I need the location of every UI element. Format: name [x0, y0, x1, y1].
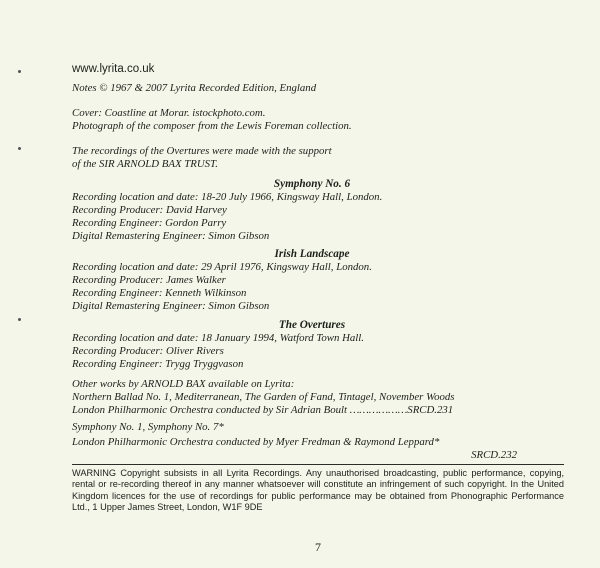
- section-line: Digital Remastering Engineer: Simon Gibson: [72, 230, 270, 242]
- album-catalogue: [72, 449, 517, 462]
- section-line: Recording Engineer: Gordon Parry: [72, 217, 227, 229]
- section-title: Irish Landscape: [274, 248, 350, 260]
- section-line: Recording Producer: James Walker: [72, 274, 226, 286]
- cover-credit: Cover: Coastline at Morar. istockphoto.com.: [72, 107, 266, 119]
- other-works: [72, 378, 552, 417]
- section-line: Recording Engineer: Trygg Tryggvason: [72, 358, 244, 370]
- section-line: Recording Producer: Oliver Rivers: [72, 345, 224, 357]
- section-title: Symphony No. 6: [273, 178, 351, 190]
- section-line: Recording Engineer: Kenneth Wilkinson: [72, 287, 247, 299]
- other-works-intro: Other works by ARNOLD BAX available on Lyrita:: [72, 378, 295, 390]
- section-symphony-6: [72, 178, 552, 243]
- support-line: The recordings of the Overtures were made with the support: [72, 145, 332, 157]
- support-note: [72, 145, 552, 171]
- page-number: 7: [315, 540, 321, 554]
- notes-line: Notes © 1967 & 2007 Lyrita Recorded Edition, England: [72, 82, 317, 94]
- other-works-album-2: [72, 421, 556, 434]
- copyright-warning: WARNING Copyright subsists in all Lyrita Recordings. Any unauthorised broadcasting, public performance, copying, rental or re-recording thereof in any manner whatsoever will constitute an infringement of such copyright. In the United Kingdom licences for the use of recordings for public performance may be obtained from Phonographic Performance Ltd., 1 Upper James Street, London, W1F 9DE: [72, 468, 564, 513]
- section-line: Digital Remastering Engineer: Simon Gibson: [72, 300, 270, 312]
- notes-copyright: [72, 82, 552, 95]
- image-credits: [72, 107, 552, 133]
- website-url: www.lyrita.co.uk: [72, 63, 155, 75]
- section-line: Recording location and date: 18-20 July 1966, Kingsway Hall, London.: [72, 191, 383, 203]
- section-line: Recording location and date: 29 April 1976, Kingsway Hall, London.: [72, 261, 372, 273]
- section-line: Recording location and date: 18 January 1994, Watford Town Hall.: [72, 332, 365, 344]
- section-line: Recording Producer: David Harvey: [72, 204, 227, 216]
- album-line: Northern Ballad No. 1, Mediterranean, The Garden of Fand, Tintagel, November Woods: [72, 391, 455, 403]
- section-irish-landscape: [72, 248, 552, 313]
- scan-mark: [18, 318, 21, 321]
- section-overtures: [72, 319, 552, 371]
- support-line: of the SIR ARNOLD BAX TRUST.: [72, 158, 218, 170]
- photo-credit: Photograph of the composer from the Lewis Foreman collection.: [72, 120, 352, 132]
- other-works-album-2-details: [72, 436, 556, 449]
- album-line: Symphony No. 1, Symphony No. 7*: [72, 421, 224, 433]
- section-title: The Overtures: [278, 319, 346, 331]
- divider: [72, 464, 564, 465]
- scan-mark: [18, 70, 21, 73]
- album-line: London Philharmonic Orchestra conducted by Myer Fredman & Raymond Leppard*: [72, 436, 440, 448]
- album-line: London Philharmonic Orchestra conducted by Sir Adrian Boult ………………SRCD.231: [72, 404, 454, 416]
- catalogue-number: SRCD.232: [471, 449, 517, 461]
- scan-mark: [18, 147, 21, 150]
